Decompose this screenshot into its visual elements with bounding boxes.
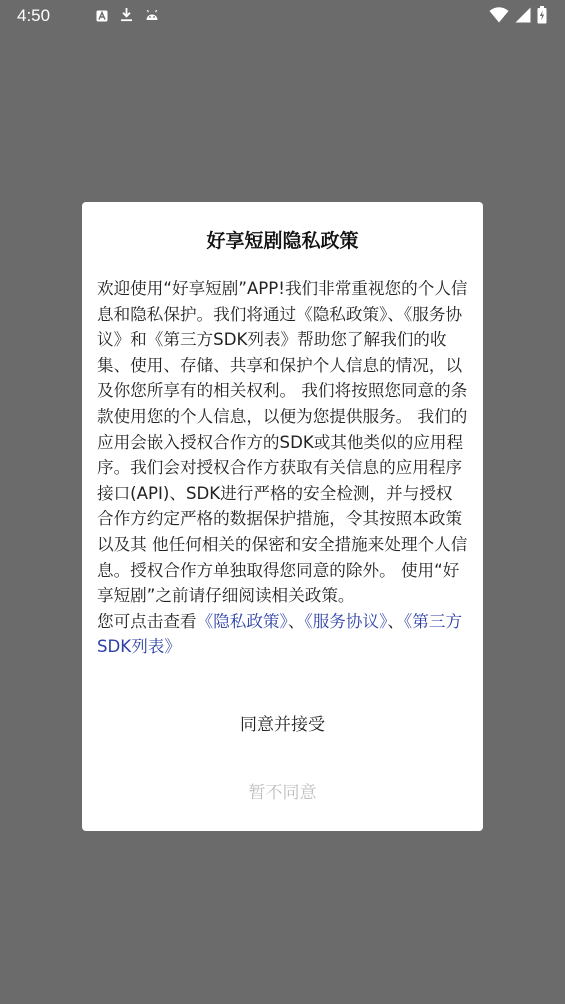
battery-icon xyxy=(537,6,547,28)
decline-button[interactable]: 暂不同意 xyxy=(248,783,317,803)
status-time: 4:50 xyxy=(17,6,51,25)
signal-icon xyxy=(515,7,531,27)
link-service-agreement[interactable]: 《服务协议》 xyxy=(304,611,388,631)
dialog-body-text: 欢迎使用“好享短剧”APP!我们非常重视您的个人信息和隐私保护。我们将通过《隐私政策》、《服务协议》和《第三方SDK列表》帮助您了解我们的收集、使用、存储、共享和保护个人信息的情况，以及你您所享有的相关权利。 我们将按照您同意的条款使用您的个人信息，以便为您提供服务。 我们的应用会嵌入授权合作方的SDK或其他类似的应用程序。我们会对授权合作方获取有关信息的应用程序接口(API)、SDK进行严格的安全检测，并与授权合作方约定严格的数据保护措施，令其按照本政策以及其 他任何相关的保密和安全措施来处理个人信息。授权合作方单独取得您同意的除外。 使用“好享短剧”之前请仔细阅读相关政策。 xyxy=(97,279,468,606)
status-right-icons xyxy=(489,6,547,28)
dialog-title: 好享短剧隐私政策 xyxy=(206,230,359,252)
link-separator-2: 、 xyxy=(387,611,404,631)
link-privacy-policy[interactable]: 《隐私政策》 xyxy=(196,611,288,631)
download-icon xyxy=(120,7,133,26)
accept-button[interactable]: 同意并接受 xyxy=(240,715,325,735)
status-bar xyxy=(0,0,565,32)
wifi-icon xyxy=(489,7,509,27)
links-prefix: 您可点击查看 xyxy=(97,611,197,631)
privacy-dialog xyxy=(82,202,483,831)
status-left-icons xyxy=(96,7,159,26)
a-box-icon xyxy=(96,7,108,26)
dialog-body xyxy=(97,276,468,660)
dialog-links xyxy=(97,612,462,657)
link-sdk-list[interactable]: 《第三方SDK列表》 xyxy=(97,611,463,657)
android-icon xyxy=(145,7,159,26)
link-separator-1: 、 xyxy=(287,611,305,631)
